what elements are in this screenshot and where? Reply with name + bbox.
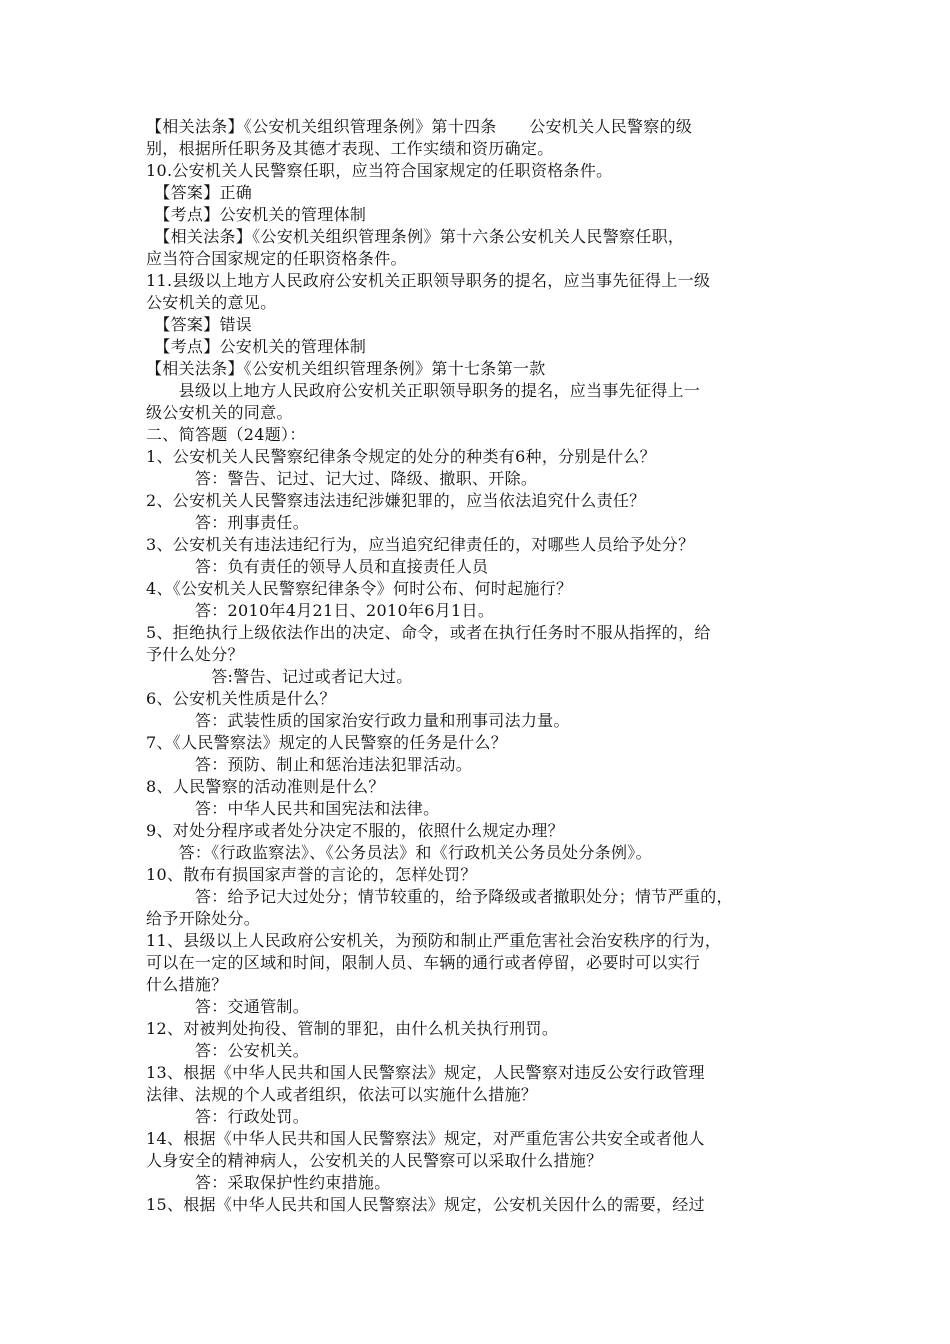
text-line: 12、对被判处拘役、管制的罪犯，由什么机关执行刑罚。 — [146, 1019, 559, 1038]
text-line: 【答案】错误 — [146, 315, 253, 334]
text-line: 8、人民警察的活动准则是什么？ — [146, 777, 385, 796]
text-line: 3、公安机关有违法违纪行为，应当追究纪律责任的，对哪些人员给予处分？ — [146, 535, 695, 554]
text-line: 10.公安机关人民警察任职，应当符合国家规定的任职资格条件。 — [146, 161, 613, 180]
text-line: 答：给予记大过处分；情节较重的，给予降级或者撤职处分；情节严重的， — [146, 887, 733, 906]
text-line: 级公安机关的同意。 — [146, 403, 293, 422]
text-line: 答：预防、制止和惩治违法犯罪活动。 — [146, 755, 473, 774]
text-line: 二、简答题（24题）： — [146, 425, 306, 444]
text-line: 答：刑事责任。 — [146, 513, 310, 532]
text-line: 11.县级以上地方人民政府公安机关正职领导职务的提名，应当事先征得上一级 — [146, 271, 711, 290]
text-line: 法律、法规的个人或者组织，依法可以实施什么措施？ — [146, 1085, 538, 1104]
text-line: 答：采取保护性约束措施。 — [146, 1173, 391, 1192]
text-line: 答：行政处罚。 — [146, 1107, 310, 1126]
text-line: 什么措施？ — [146, 975, 228, 994]
text-line: 可以在一定的区域和时间，限制人员、车辆的通行或者停留，必要时可以实行 — [146, 953, 701, 972]
text-line: 予什么处分？ — [146, 645, 244, 664]
text-line: 【考点】公安机关的管理体制 — [146, 337, 367, 356]
text-line: 14、根据《中华人民共和国人民警察法》规定，对严重危害公共安全或者他人 — [146, 1129, 705, 1148]
text-line: 答：《行政监察法》、《公务员法》和《行政机关公务员处分条例》。 — [146, 843, 652, 862]
text-line: 2、公安机关人民警察违法违纪涉嫌犯罪的，应当依法追究什么责任？ — [146, 491, 646, 510]
text-line: 别，根据所任职务及其德才表现、工作实绩和资历确定。 — [146, 139, 554, 158]
text-line: 【考点】公安机关的管理体制 — [146, 205, 367, 224]
text-line: 【相关法条】《公安机关组织管理条例》第十六条公安机关人民警察任职， — [146, 227, 685, 246]
text-line: 5、拒绝执行上级依法作出的决定、命令，或者在执行任务时不服从指挥的，给 — [146, 623, 711, 642]
text-line: 答:警告、记过或者记大过。 — [146, 667, 413, 686]
text-line: 【相关法条】《公安机关组织管理条例》第十四条 公安机关人民警察的级 — [146, 117, 693, 136]
text-line: 答：中华人民共和国宪法和法律。 — [146, 799, 440, 818]
text-line: 答：负有责任的领导人员和直接责任人员 — [146, 557, 489, 576]
text-line: 4、《公安机关人民警察纪律条令》何时公布、何时起施行？ — [146, 579, 573, 598]
text-line: 答：武装性质的国家治安行政力量和刑事司法力量。 — [146, 711, 570, 730]
text-line: 11、县级以上人民政府公安机关，为预防和制止严重危害社会治安秩序的行为， — [146, 931, 722, 950]
text-line: 县级以上地方人民政府公安机关正职领导职务的提名，应当事先征得上一 — [146, 381, 701, 400]
text-line: 15、根据《中华人民共和国人民警察法》规定，公安机关因什么的需要，经过 — [146, 1195, 705, 1214]
text-line: 公安机关的意见。 — [146, 293, 277, 312]
text-line: 7、《人民警察法》规定的人民警察的任务是什么？ — [146, 733, 508, 752]
text-line: 【相关法条】《公安机关组织管理条例》第十七条第一款 — [146, 359, 546, 378]
text-line: 6、公安机关性质是什么？ — [146, 689, 336, 708]
text-line: 9、对处分程序或者处分决定不服的，依照什么规定办理？ — [146, 821, 564, 840]
text-line: 【答案】正确 — [146, 183, 253, 202]
text-line: 10、散布有损国家声誉的言论的，怎样处罚？ — [146, 865, 477, 884]
text-line: 答：交通管制。 — [146, 997, 310, 1016]
document-body — [146, 116, 814, 1216]
text-line: 1、公安机关人民警察纪律条令规定的处分的种类有6种，分别是什么？ — [146, 447, 656, 466]
text-line: 给予开除处分。 — [146, 909, 261, 928]
text-line: 人身安全的精神病人，公安机关的人民警察可以采取什么措施？ — [146, 1151, 603, 1170]
text-line: 应当符合国家规定的任职资格条件。 — [146, 249, 407, 268]
text-line: 答：2010年4月21日、2010年6月1日。 — [146, 601, 495, 620]
text-line: 13、根据《中华人民共和国人民警察法》规定，人民警察对违反公安行政管理 — [146, 1063, 705, 1082]
text-line: 答：公安机关。 — [146, 1041, 310, 1060]
text-line: 答：警告、记过、记大过、降级、撤职、开除。 — [146, 469, 538, 488]
